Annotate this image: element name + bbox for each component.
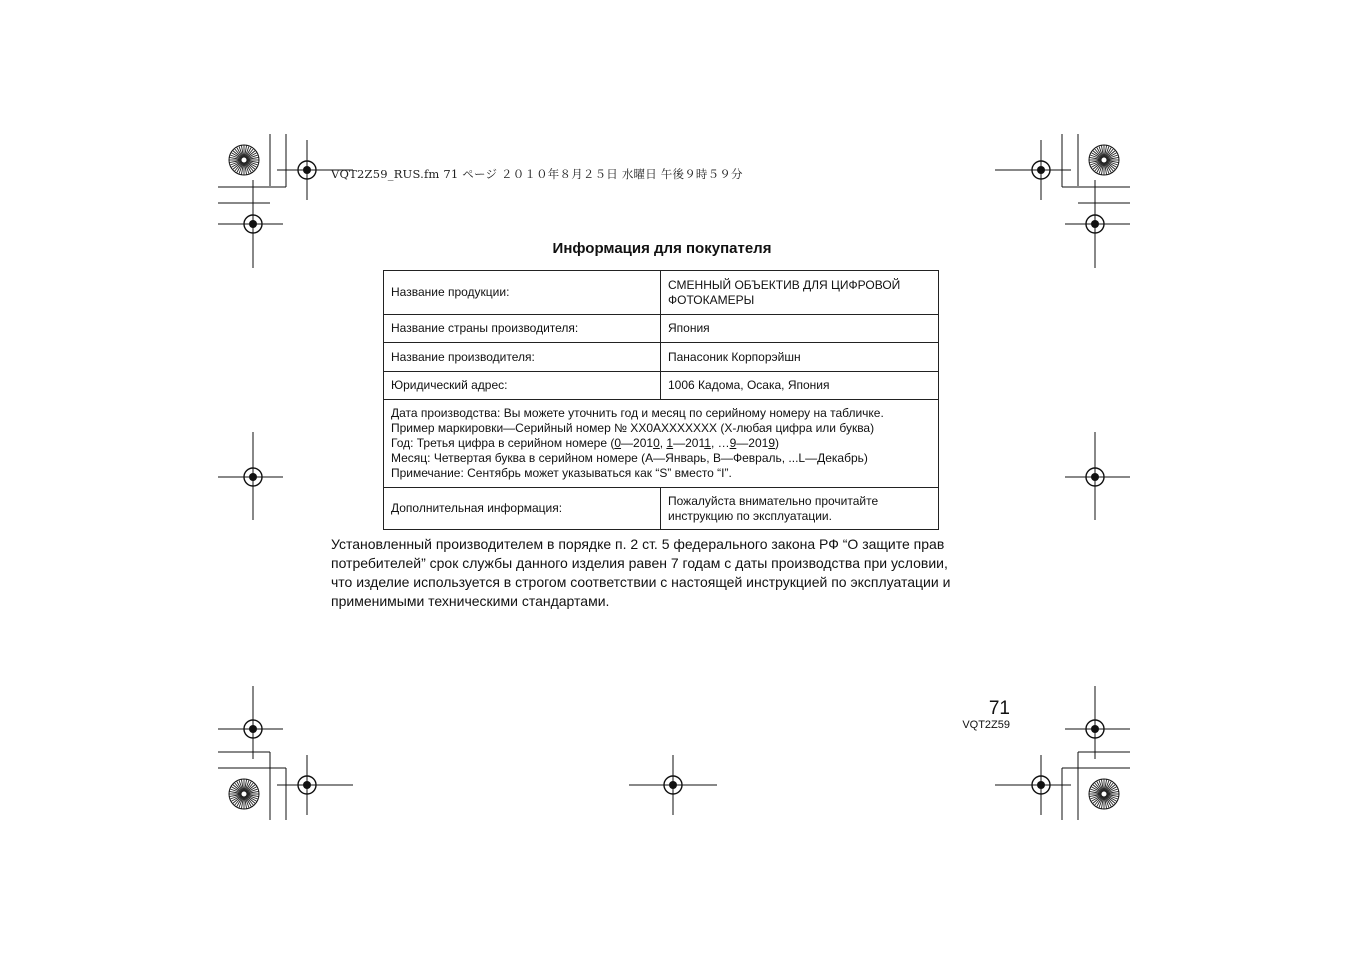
- year-text-c: ,: [659, 435, 667, 450]
- year-digit-0: 0: [614, 435, 622, 450]
- table-row: [384, 271, 939, 315]
- table-row: [384, 315, 939, 343]
- page-title: Информация для покупателя: [552, 240, 772, 257]
- starburst-center: [1102, 158, 1107, 163]
- manufacturer-label: Название производителя:: [384, 343, 661, 372]
- paragraph-line-3: что изделие используется в строгом соответствии с настоящей инструкцией по эксплуатации и: [331, 574, 951, 590]
- additional-info-line2: инструкцию по эксплуатации.: [668, 508, 832, 523]
- production-line-2: Пример маркировки—Серийный номер № XX0AXXXXXXX (X-любая цифра или буква): [391, 420, 875, 435]
- country-value: Япония: [661, 315, 939, 343]
- customer-info-table: [383, 270, 939, 530]
- production-line-3: [391, 436, 931, 451]
- paragraph-line-2: потребителей” срок службы данного изделия равен 7 годам с даты производства при условии,: [331, 555, 948, 571]
- year-2011-digit: 1: [704, 435, 711, 450]
- year-text-e: —201: [673, 435, 705, 450]
- service-life-paragraph: [331, 535, 996, 611]
- starburst-center: [1102, 792, 1107, 797]
- year-digit-9: 9: [729, 435, 737, 450]
- address-label: Юридический адрес:: [384, 372, 661, 400]
- paragraph-line-4: применимыми техническими стандартами.: [331, 593, 610, 609]
- table-row: [384, 343, 939, 372]
- year-text-g: —201: [736, 435, 769, 450]
- table-row: [384, 372, 939, 400]
- product-name-label: Название продукции:: [384, 271, 661, 315]
- year-text-h: ): [775, 435, 780, 450]
- starburst-center: [242, 792, 247, 797]
- year-text-f: , …: [710, 435, 730, 450]
- document-code: VQT2Z59: [962, 719, 1010, 731]
- paragraph-line-1: Установленный производителем в порядке п. 2 ст. 5 федерального закона РФ “О защите прав: [331, 536, 945, 552]
- starburst-center: [242, 158, 247, 163]
- product-name-line2: ФОТОКАМЕРЫ: [668, 292, 755, 307]
- year-2019-digit: 9: [768, 435, 776, 450]
- production-line-1: Дата производства: Вы можете уточнить год и месяц по серийному номеру на табличке.: [391, 405, 884, 420]
- table-row: [384, 488, 939, 530]
- production-line-5: Примечание: Сентябрь может указываться как “S” вместо “I”.: [391, 465, 732, 480]
- additional-info-label: Дополнительная информация:: [384, 488, 661, 530]
- country-label: Название страны производителя:: [384, 315, 661, 343]
- additional-info-line1: Пожалуйста внимательно прочитайте: [668, 493, 879, 508]
- manufacturer-value: Панасоник Корпорэйшн: [661, 343, 939, 372]
- year-text-b: —201: [621, 435, 654, 450]
- production-date-info: [384, 400, 939, 488]
- additional-info-value: [661, 488, 939, 530]
- address-value: 1006 Кадома, Осака, Япония: [661, 372, 939, 400]
- page-number: 71: [988, 698, 1010, 719]
- year-digit-1: 1: [666, 435, 674, 450]
- year-2010-digit: 0: [653, 435, 660, 450]
- print-header: VQT2Z59_RUS.fm 71 ページ ２０１０年８月２５日 水曜日 午後９時５９分: [331, 167, 743, 181]
- product-name-line1: СМЕННЫЙ ОБЪЕКТИВ ДЛЯ ЦИФРОВОЙ: [668, 277, 901, 292]
- product-name-value: [661, 271, 939, 315]
- year-text-a: Год: Третья цифра в серийном номере (: [391, 435, 615, 450]
- production-line-4: Месяц: Четвертая буква в серийном номере (A—Январь, B—Февраль, ...L—Декабрь): [391, 450, 868, 465]
- table-row: [384, 400, 939, 488]
